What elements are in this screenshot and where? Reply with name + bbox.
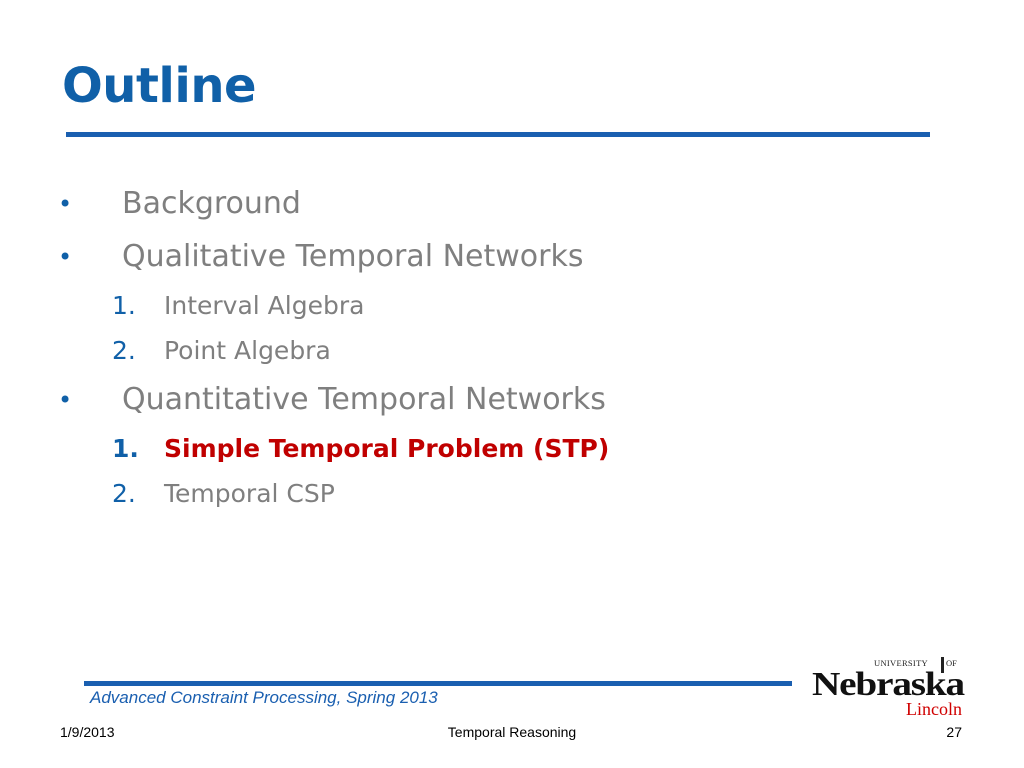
number-marker: 2. xyxy=(112,479,136,508)
page-number: 27 xyxy=(946,724,962,740)
logo-lincoln-text: Lincoln xyxy=(906,699,962,719)
slide-title: Outline xyxy=(62,58,257,114)
logo-university-text: UNIVERSITY xyxy=(874,658,928,668)
number-marker: 2. xyxy=(112,336,136,365)
outline-item-label: Quantitative Temporal Networks xyxy=(122,382,606,417)
outline-item-label: Simple Temporal Problem (STP) xyxy=(164,434,610,463)
bullet-marker: • xyxy=(58,386,73,414)
logo-of-text: OF xyxy=(946,658,957,668)
number-marker: 1. xyxy=(112,291,136,320)
bullet-marker: • xyxy=(58,243,73,271)
footer-topic: Temporal Reasoning xyxy=(447,724,577,740)
outline-item-label: Background xyxy=(122,186,301,221)
bullet-marker: • xyxy=(58,190,73,218)
footer-date: 1/9/2013 xyxy=(60,724,115,740)
outline-item-label: Point Algebra xyxy=(164,336,331,365)
logo-nebraska-text: Nebraska xyxy=(812,666,966,703)
footer-divider xyxy=(84,681,792,686)
university-logo xyxy=(808,655,968,719)
course-name: Advanced Constraint Processing, Spring 2013 xyxy=(90,688,438,707)
outline-item-label: Qualitative Temporal Networks xyxy=(122,239,584,274)
outline-item-label: Temporal CSP xyxy=(164,479,335,508)
number-marker: 1. xyxy=(112,434,139,463)
outline-item-label: Interval Algebra xyxy=(164,291,365,320)
